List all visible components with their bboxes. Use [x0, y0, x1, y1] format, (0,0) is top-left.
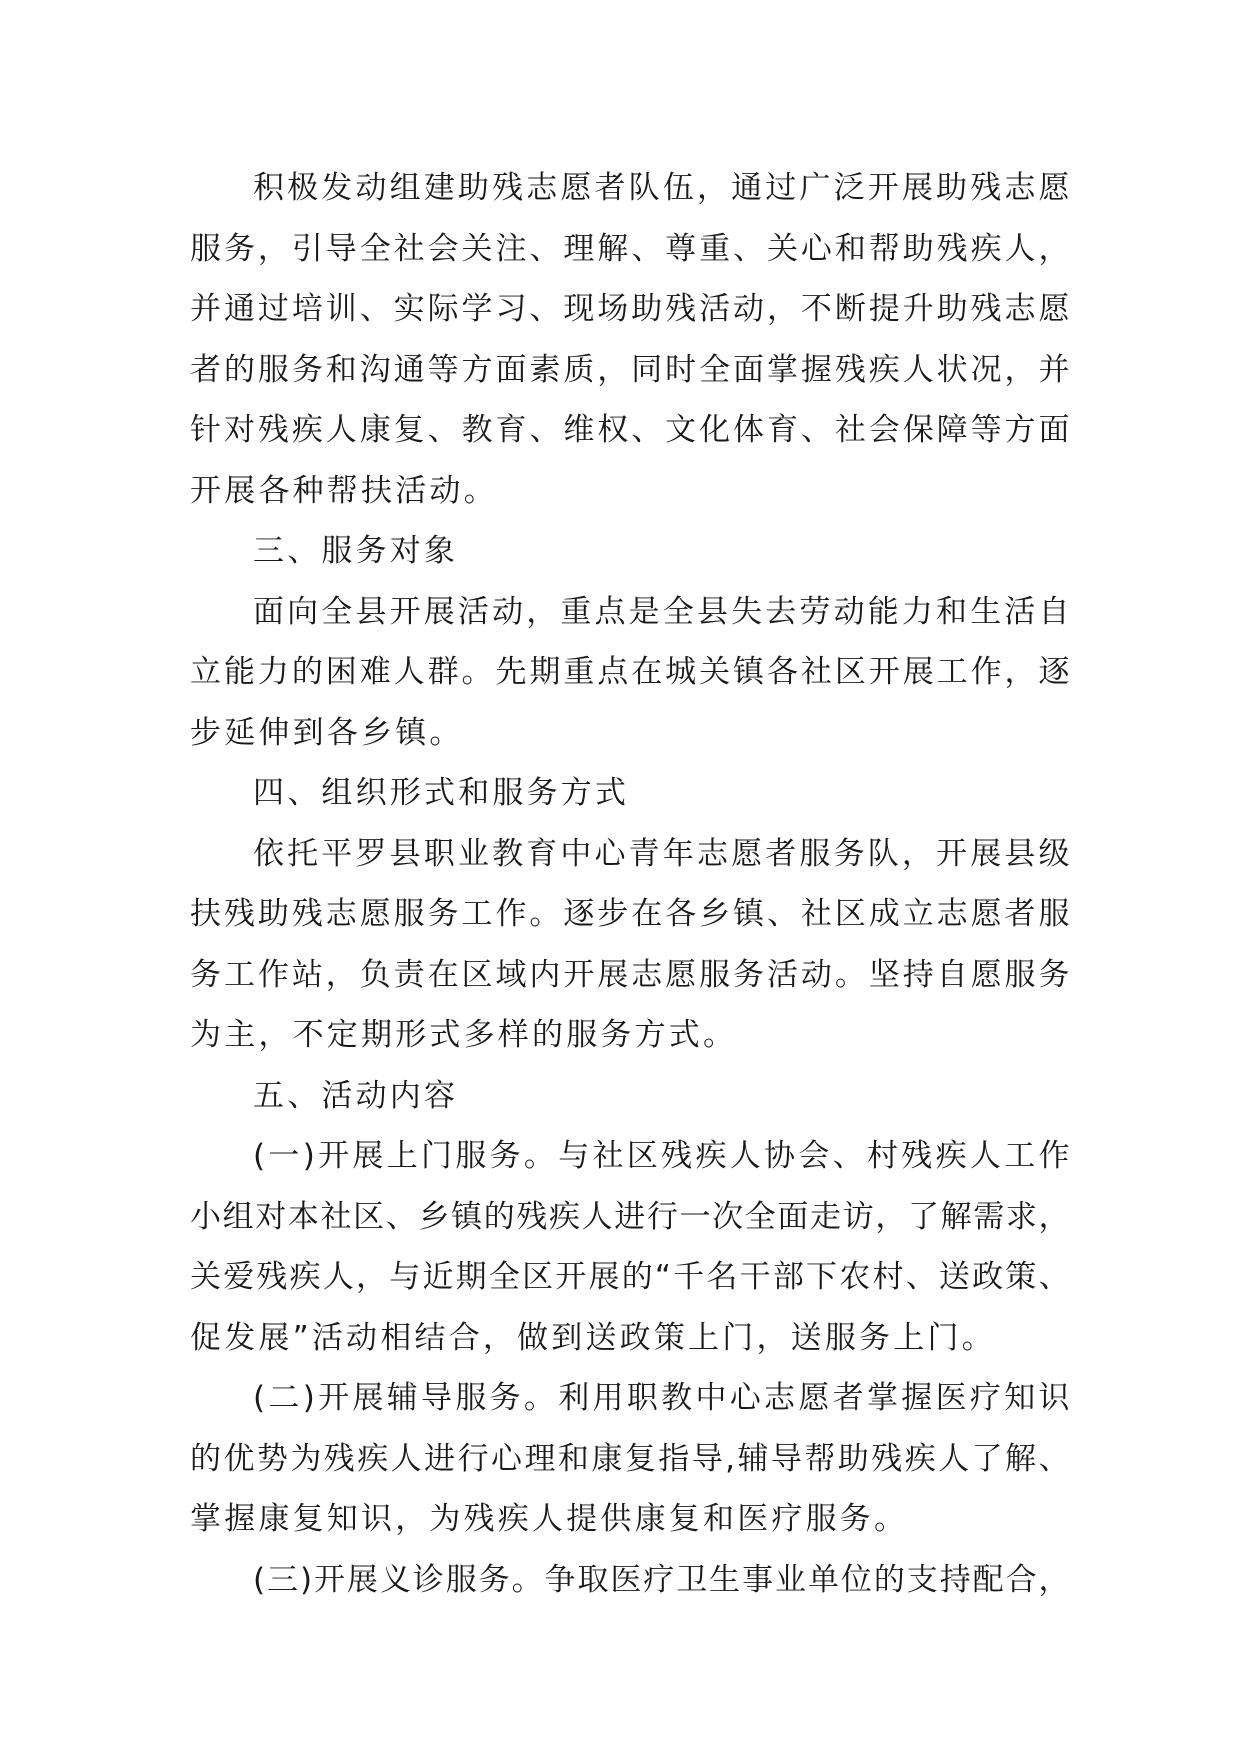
text-line: 小组对本社区、乡镇的残疾人进行一次全面走访，了解需求， — [190, 1198, 1070, 1235]
text-line: 针对残疾人康复、教育、维权、文化体育、社会保障等方面 — [190, 412, 1070, 448]
text-line: 积极发动组建助残志愿者队伍，通过广泛开展助残志愿 — [253, 170, 1070, 206]
text-line: (三)开展义诊服务。争取医疗卫生事业单位的支持配合， — [253, 1561, 1070, 1598]
text-line: (二)开展辅导服务。利用职教中心志愿者掌握医疗知识 — [253, 1380, 1070, 1416]
paragraph-volunteer-team — [190, 158, 1070, 521]
paragraph-service-targets — [190, 582, 1070, 764]
text-line: 面向全县开展活动，重点是全县失去劳动能力和生活自 — [253, 593, 1070, 630]
text-line: 并通过培训、实际学习、现场助残活动，不断提升助残志愿 — [190, 291, 1070, 327]
text-line: 开展各种帮扶活动。 — [190, 472, 498, 509]
text-line: 关爱残疾人，与近期全区开展的“千名干部下农村、送政策、 — [190, 1259, 1070, 1295]
text-line: 务工作站，负责在区域内开展志愿服务活动。坚持自愿服务 — [190, 956, 1070, 993]
paragraph-counseling-service — [190, 1368, 1070, 1550]
paragraph-organization — [190, 824, 1070, 1066]
text-line: 依托平罗县职业教育中心青年志愿者服务队，开展县级 — [253, 835, 1070, 872]
paragraph-free-clinic-service — [190, 1550, 1070, 1611]
text-line: 扶残助残志愿服务工作。逐步在各乡镇、社区成立志愿者服 — [190, 896, 1070, 932]
section-heading-activities: 五、活动内容 — [253, 1077, 459, 1114]
paragraph-home-visit-service — [190, 1126, 1070, 1368]
text-line: (一)开展上门服务。与社区残疾人协会、村残疾人工作 — [253, 1138, 1070, 1174]
text-line: 立能力的困难人群。先期重点在城关镇各社区开展工作，逐 — [190, 654, 1070, 690]
section-heading-organization: 四、组织形式和服务方式 — [253, 775, 630, 811]
text-line: 步延伸到各乡镇。 — [190, 714, 464, 751]
section-heading-service-targets: 三、服务对象 — [253, 533, 459, 569]
text-line: 促发展”活动相结合，做到送政策上门，送服务上门。 — [190, 1319, 996, 1356]
document-body — [190, 158, 1070, 1610]
text-line: 的优势为残疾人进行心理和康复指导,辅导帮助残疾人了解、 — [190, 1440, 1070, 1477]
text-line: 为主，不定期形式多样的服务方式。 — [190, 1017, 738, 1053]
text-line: 者的服务和沟通等方面素质，同时全面掌握残疾人状况，并 — [190, 351, 1070, 388]
text-line: 掌握康复知识，为残疾人提供康复和医疗服务。 — [190, 1501, 909, 1537]
text-line: 服务，引导全社会关注、理解、尊重、关心和帮助残疾人， — [190, 230, 1070, 267]
